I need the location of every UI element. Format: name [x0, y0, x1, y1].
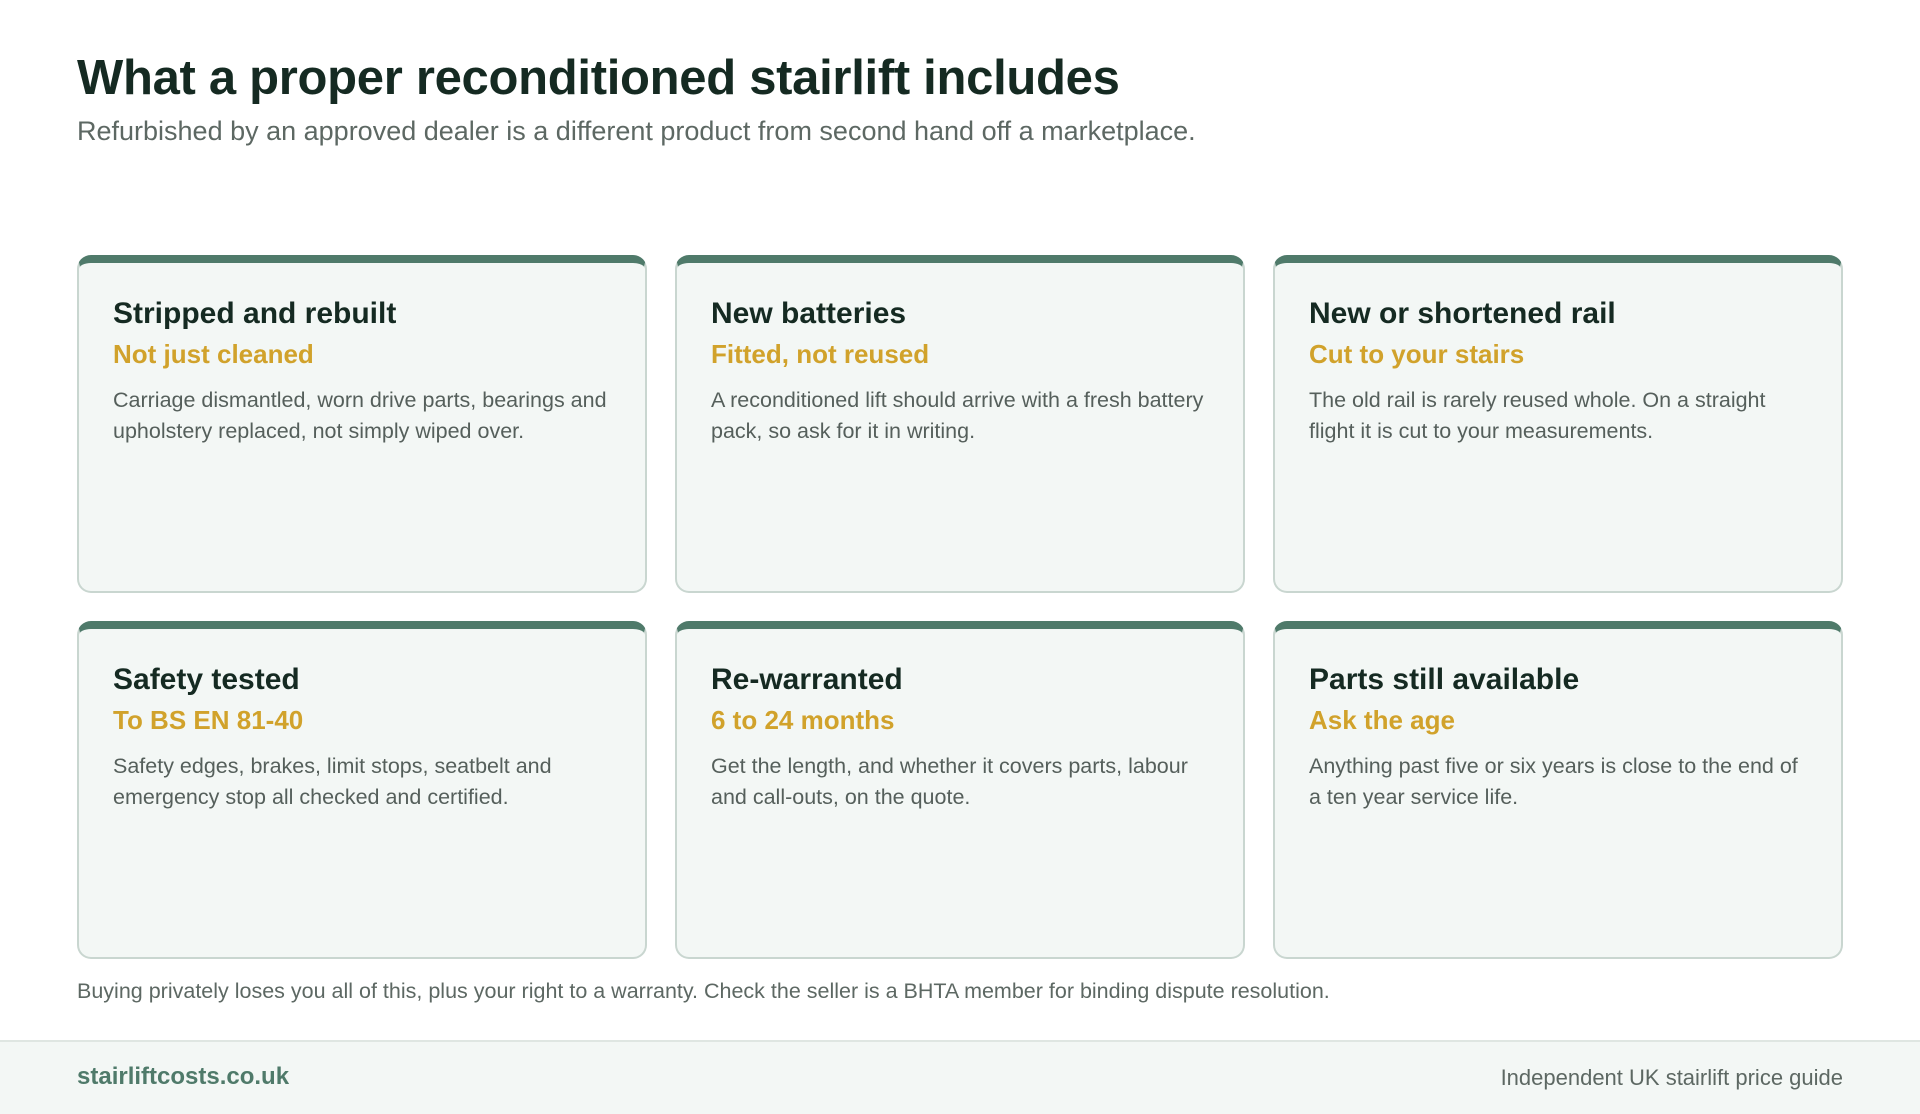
- card-tag: Ask the age: [1309, 705, 1455, 735]
- card-tag: To BS EN 81-40: [113, 705, 304, 735]
- card-title: Parts still available: [1309, 663, 1580, 696]
- page-footer: [0, 1040, 1920, 1114]
- card-title: New or shortened rail: [1309, 297, 1616, 330]
- footer-tagline: Independent UK stairlift price guide: [1500, 1065, 1843, 1090]
- card-tag: Cut to your stairs: [1309, 339, 1525, 369]
- card-title: Safety tested: [113, 663, 300, 696]
- footnote: Buying privately loses you all of this, plus your right to a warranty. Check the seller is a BHTA member for binding dispute resolution.: [77, 979, 1330, 1003]
- footer-site-name: stairliftcosts.co.uk: [77, 1063, 290, 1090]
- card-description: A reconditioned lift should arrive with a fresh battery pack, so ask for it in writing.: [711, 388, 1204, 443]
- feature-card-re-warranted: [675, 621, 1245, 959]
- feature-card-safety-tested: [77, 621, 647, 959]
- card-title: New batteries: [711, 297, 907, 330]
- card-tag: Fitted, not reused: [711, 339, 930, 369]
- card-description: Anything past five or six years is close to the end of a ten year service life.: [1309, 754, 1798, 809]
- card-tag: 6 to 24 months: [711, 705, 895, 735]
- feature-card-new-or-shortened-rail: [1273, 255, 1843, 593]
- card-description: The old rail is rarely reused whole. On a straight flight it is cut to your measurements.: [1309, 388, 1766, 443]
- feature-card-grid: [77, 255, 1843, 959]
- feature-card-parts-still-available: [1273, 621, 1843, 959]
- page-header: [77, 48, 1843, 148]
- card-description: Carriage dismantled, worn drive parts, bearings and upholstery replaced, not simply wiped over.: [113, 388, 607, 443]
- page-title: What a proper reconditioned stairlift includes: [77, 51, 1120, 105]
- feature-card-stripped-and-rebuilt: [77, 255, 647, 593]
- card-tag: Not just cleaned: [113, 339, 314, 369]
- card-description: Get the length, and whether it covers parts, labour and call-outs, on the quote.: [711, 754, 1188, 809]
- card-description: Safety edges, brakes, limit stops, seatbelt and emergency stop all checked and certified.: [113, 754, 552, 809]
- card-title: Re-warranted: [711, 663, 903, 696]
- card-title: Stripped and rebuilt: [113, 297, 397, 330]
- page-subtitle: Refurbished by an approved dealer is a different product from second hand off a marketplace.: [77, 116, 1196, 146]
- feature-card-new-batteries: [675, 255, 1245, 593]
